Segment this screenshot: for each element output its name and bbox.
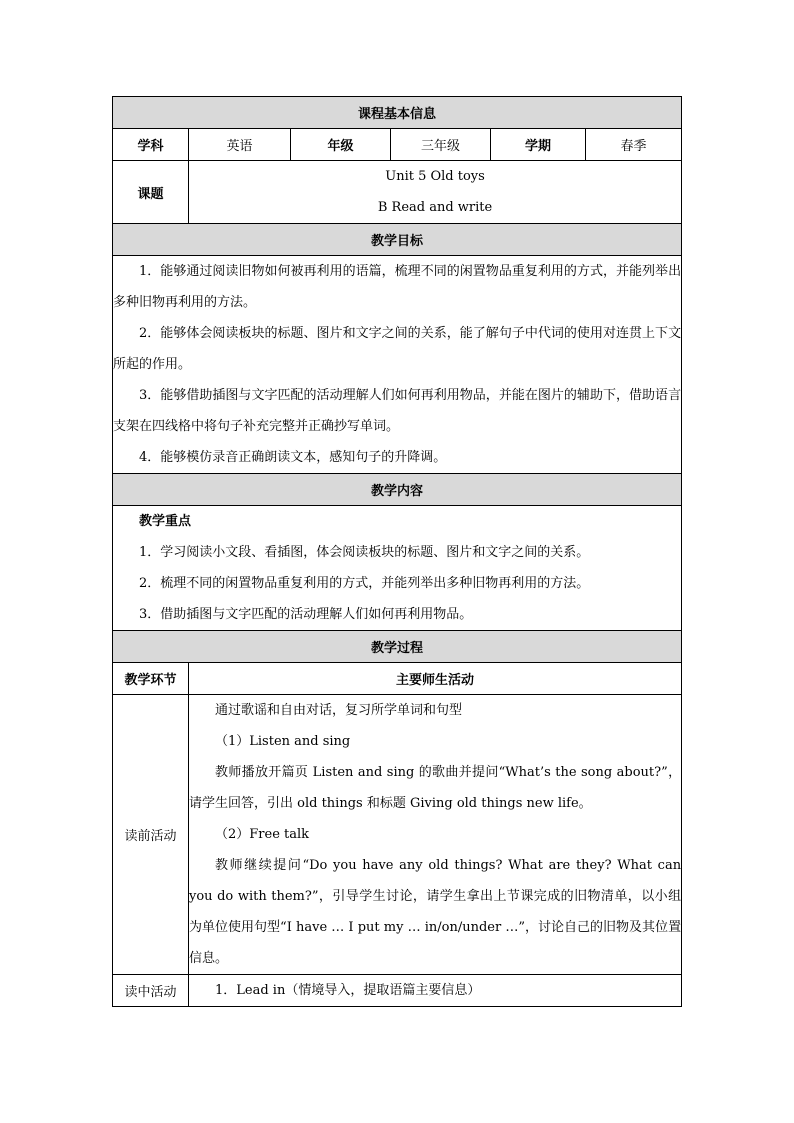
subject-label: 学科 bbox=[113, 129, 189, 161]
content-header: 教学内容 bbox=[113, 474, 682, 506]
activity-line: 1．Lead in（情境导入，提取语篇主要信息） bbox=[215, 983, 481, 998]
term-value: 春季 bbox=[586, 129, 682, 161]
objective-item: 2．能够体会阅读板块的标题、图片和文字之间的关系，能了解句子中代词的使用对连贯上下文所起的作用。 bbox=[113, 326, 682, 372]
basic-info-header: 课程基本信息 bbox=[113, 97, 682, 129]
stage-pre-reading-label: 读前活动 bbox=[113, 695, 189, 975]
activity-line: 通过歌谣和自由对话，复习所学单词和句型 bbox=[215, 703, 463, 718]
stage-pre-reading-body bbox=[189, 695, 682, 975]
term-label: 学期 bbox=[491, 129, 586, 161]
process-header: 教学过程 bbox=[113, 631, 682, 663]
grade-value: 三年级 bbox=[391, 129, 491, 161]
activity-line: 教师继续提问“Do you have any old things? What are they? What can you do with them?”，引导学生讨论，请学生拿出上节课完成的旧物清单，以小组为单位使用句型“I have … I put my … in/on/under …”，讨论自己的旧物及其位置信息。 bbox=[189, 858, 682, 966]
topic-line-2: B Read and write bbox=[377, 200, 493, 215]
grade-label: 年级 bbox=[291, 129, 391, 161]
process-col-activities: 主要师生活动 bbox=[189, 663, 682, 695]
objective-item: 1．能够通过阅读旧物如何被再利用的语篇，梳理不同的闲置物品重复利用的方式，并能列举出多种旧物再利用的方法。 bbox=[113, 264, 682, 310]
focus-item: 1．学习阅读小文段、看插图，体会阅读板块的标题、图片和文字之间的关系。 bbox=[139, 545, 590, 560]
subject-value: 英语 bbox=[189, 129, 291, 161]
focus-title: 教学重点 bbox=[139, 514, 192, 529]
activity-line: （1）Listen and sing bbox=[215, 734, 351, 749]
objectives-header: 教学目标 bbox=[113, 224, 682, 256]
objectives-body bbox=[113, 256, 682, 474]
objective-item: 3．能够借助插图与文字匹配的活动理解人们如何再利用物品，并能在图片的辅助下，借助语言支架在四线格中将句子补充完整并正确抄写单词。 bbox=[113, 388, 682, 434]
stage-while-reading-body bbox=[189, 975, 682, 1007]
topic-label: 课题 bbox=[113, 161, 189, 224]
activity-line: 教师播放开篇页 Listen and sing 的歌曲并提问“What’s the song about?”，请学生回答，引出 old things 和标题 Giving old things new life。 bbox=[189, 765, 682, 811]
topic-value bbox=[189, 161, 682, 224]
lesson-plan-table bbox=[112, 96, 682, 1007]
process-col-stage: 教学环节 bbox=[113, 663, 189, 695]
focus-item: 2．梳理不同的闲置物品重复利用的方式，并能列举出多种旧物再利用的方法。 bbox=[139, 576, 590, 591]
objective-item: 4．能够模仿录音正确朗读文本，感知句子的升降调。 bbox=[139, 450, 447, 465]
focus-item: 3．借助插图与文字匹配的活动理解人们如何再利用物品。 bbox=[139, 607, 473, 622]
topic-line-1: Unit 5 Old toys bbox=[385, 169, 485, 184]
stage-while-reading-label: 读中活动 bbox=[113, 975, 189, 1007]
content-body bbox=[113, 506, 682, 631]
activity-line: （2）Free talk bbox=[215, 827, 310, 842]
